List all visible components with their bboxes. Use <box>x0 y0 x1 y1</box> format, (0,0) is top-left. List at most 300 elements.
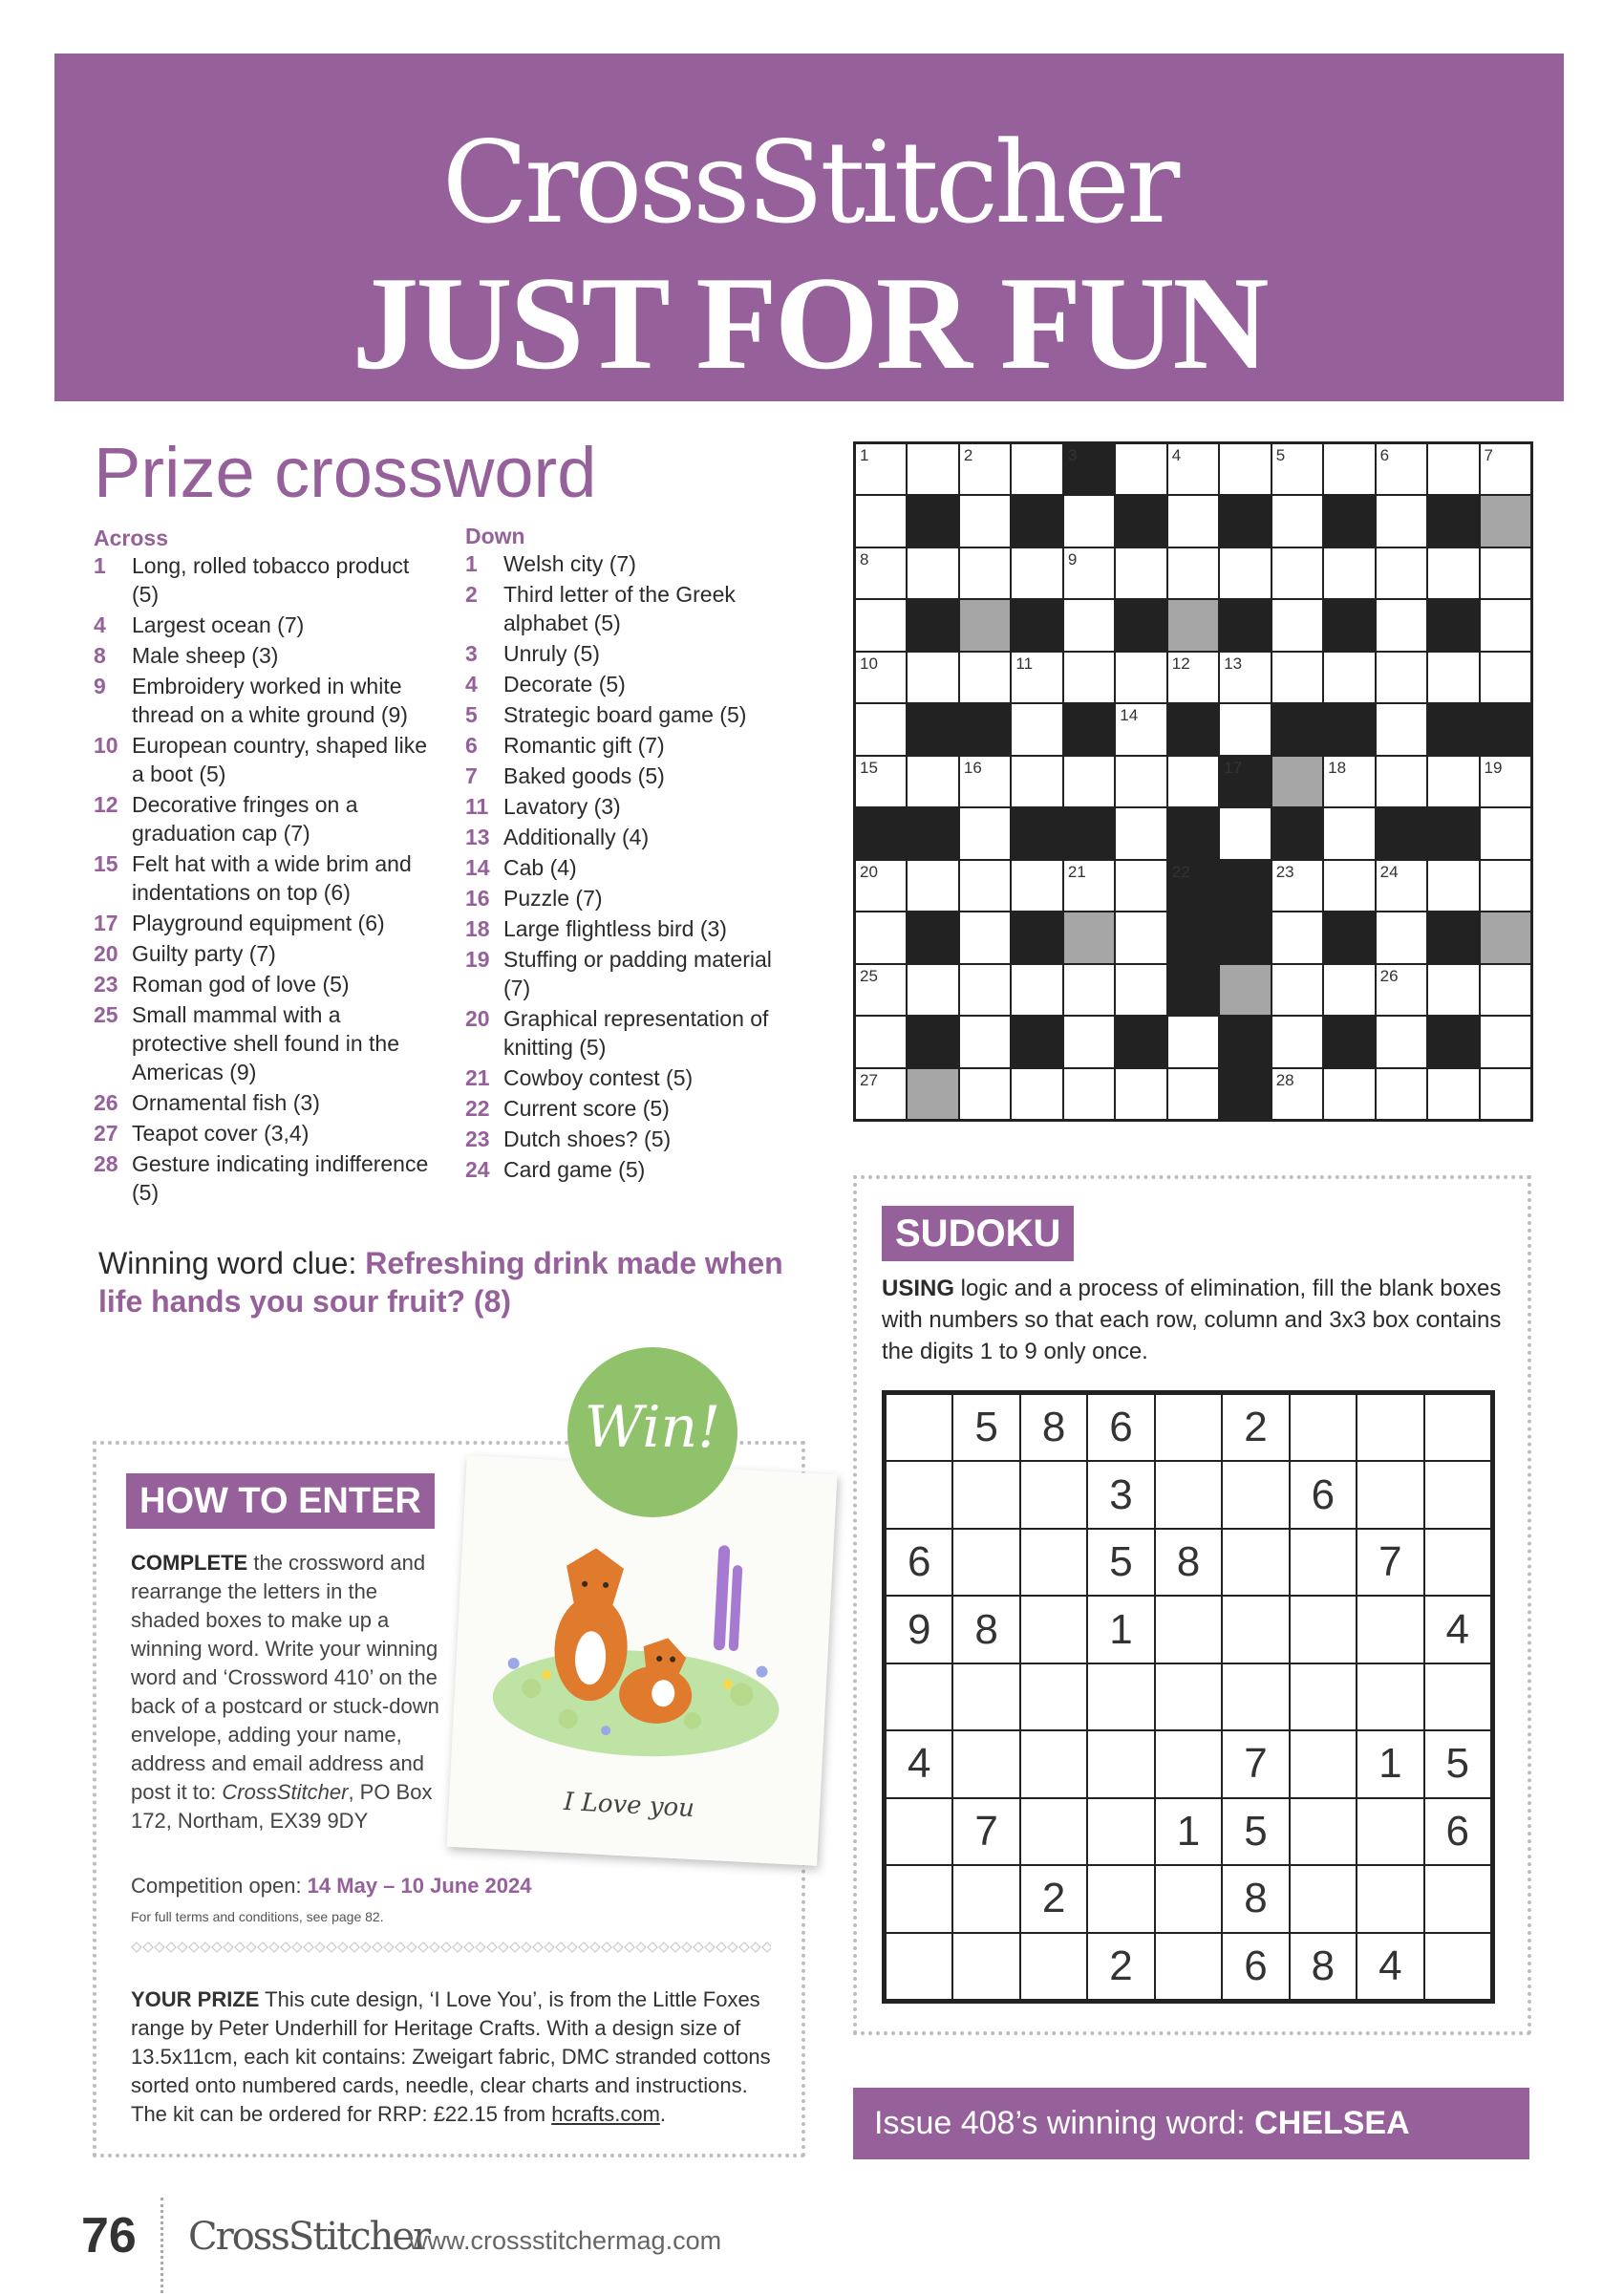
crossword-cell[interactable] <box>1220 444 1270 494</box>
sudoku-title: SUDOKU <box>882 1206 1074 1261</box>
crossword-cell[interactable] <box>856 965 906 1015</box>
crossword-cell[interactable] <box>1220 704 1270 754</box>
sudoku-cell[interactable] <box>1291 1866 1356 1931</box>
crossword-shaded-cell[interactable] <box>1168 600 1218 650</box>
crossword-cell[interactable] <box>1377 965 1426 1015</box>
sudoku-cell[interactable] <box>1156 1597 1221 1662</box>
clue-text: Guilty party (7) <box>132 941 276 966</box>
sudoku-cell[interactable] <box>1223 1462 1288 1527</box>
comp-label: Competition open: <box>131 1874 308 1898</box>
crossword-cell[interactable] <box>1272 653 1322 702</box>
sudoku-cell[interactable] <box>887 1664 951 1729</box>
sudoku-cell[interactable] <box>1088 1799 1153 1864</box>
crossword-cell[interactable] <box>1428 1069 1478 1119</box>
crossword-cell[interactable] <box>1377 757 1426 806</box>
sudoku-cell[interactable] <box>1021 1799 1086 1864</box>
clue-text: Third letter of the Greek alphabet (5) <box>503 582 736 635</box>
clue-text: Gesture indicating indifference (5) <box>132 1151 429 1205</box>
crossword-cell[interactable] <box>1012 1069 1061 1119</box>
crossword-cell[interactable] <box>856 600 906 650</box>
clue-text: Cowboy contest (5) <box>503 1065 694 1090</box>
crossword-cell-number: 24 <box>1379 862 1399 881</box>
sudoku-cell[interactable] <box>1021 1462 1086 1527</box>
crossword-cell[interactable] <box>856 1017 906 1066</box>
across-clue <box>94 970 438 998</box>
crossword-cell[interactable] <box>1481 653 1530 702</box>
crossword-cell[interactable] <box>1064 965 1114 1015</box>
sudoku-cell[interactable] <box>887 1934 951 1999</box>
sudoku-grid[interactable] <box>882 1390 1495 2004</box>
prize-kit-image <box>447 1455 838 1866</box>
sudoku-cell[interactable] <box>1291 1664 1356 1729</box>
crossword-cell[interactable] <box>1064 1017 1114 1066</box>
crossword-cell[interactable] <box>1481 600 1530 650</box>
crossword-cell-number: 8 <box>860 549 869 569</box>
crossword-cell-number: 21 <box>1067 862 1086 881</box>
down-clue <box>465 1094 780 1123</box>
crossword-cell-number: 19 <box>1484 758 1503 777</box>
crossword-cell[interactable] <box>856 861 906 911</box>
sudoku-cell[interactable] <box>1357 1664 1422 1729</box>
clue-text: European country, shaped like a boot (5) <box>132 733 427 786</box>
sudoku-cell[interactable] <box>1021 1530 1086 1595</box>
crossword-cell[interactable] <box>1377 444 1426 494</box>
crossword-block <box>1272 704 1322 754</box>
down-clue <box>465 639 780 668</box>
sudoku-cell[interactable] <box>1425 1530 1490 1595</box>
crossword-cell[interactable] <box>1064 496 1114 546</box>
sudoku-cell[interactable] <box>887 1799 951 1864</box>
crossword-cell[interactable] <box>1012 965 1061 1015</box>
crossword-cell[interactable] <box>1116 1069 1165 1119</box>
crossword-cell[interactable] <box>1324 444 1374 494</box>
down-clue <box>465 1155 780 1184</box>
crossword-cell[interactable] <box>1428 757 1478 806</box>
clue-number: 4 <box>94 612 106 637</box>
crossword-cell-number: 28 <box>1275 1070 1294 1089</box>
crossword-cell[interactable] <box>1272 548 1322 598</box>
crossword-cell[interactable] <box>1377 1069 1426 1119</box>
crossword-shaded-cell[interactable] <box>960 600 1010 650</box>
header-banner <box>54 54 1564 401</box>
sudoku-cell[interactable] <box>1291 1597 1356 1662</box>
clue-number: 13 <box>465 825 490 849</box>
crossword-cell[interactable] <box>1116 548 1165 598</box>
sudoku-cell: 5 <box>1425 1731 1490 1796</box>
crossword-cell[interactable] <box>1377 600 1426 650</box>
sudoku-cell[interactable] <box>1021 1934 1086 1999</box>
crossword-cell[interactable] <box>1168 653 1218 702</box>
crossword-cell[interactable] <box>1481 808 1530 858</box>
clue-text: Card game (5) <box>503 1157 646 1182</box>
crossword-cell[interactable] <box>856 444 906 494</box>
crossword-cell-number: 6 <box>1379 446 1390 464</box>
crossword-cell-number: 14 <box>1120 706 1139 725</box>
down-clue <box>465 823 780 851</box>
crossword-cell-number: 23 <box>1275 862 1294 881</box>
clue-text: Graphical representation of knitting (5) <box>503 1006 769 1060</box>
crossword-cell[interactable] <box>1428 861 1478 911</box>
crossword-shaded-cell[interactable] <box>1220 965 1270 1015</box>
crossword-cell[interactable] <box>1377 912 1426 962</box>
sudoku-cell[interactable] <box>1088 1866 1153 1931</box>
across-clue <box>94 1088 438 1117</box>
down-clue <box>465 884 780 912</box>
crossword-block <box>908 496 957 546</box>
crossword-cell[interactable] <box>1377 496 1426 546</box>
crossword-cell[interactable] <box>1064 548 1114 598</box>
down-clue <box>465 762 780 790</box>
down-clue <box>465 853 780 882</box>
crossword-shaded-cell[interactable] <box>908 1069 957 1119</box>
sudoku-cell: 2 <box>1021 1866 1086 1931</box>
crossword-cell[interactable] <box>1481 757 1530 806</box>
crossword-cell[interactable] <box>1481 444 1530 494</box>
crossword-grid[interactable] <box>853 441 1533 1122</box>
crossword-cell[interactable] <box>1428 548 1478 598</box>
clue-number: 9 <box>94 674 106 698</box>
crossword-cell[interactable] <box>856 653 906 702</box>
winning-clue-text: Refreshing drink made when life hands you sour fruit? (8) <box>98 1246 783 1319</box>
sudoku-cell[interactable] <box>1291 1530 1356 1595</box>
crossword-cell[interactable] <box>1324 1069 1374 1119</box>
crossword-block <box>1220 1017 1270 1066</box>
issue-word: CHELSEA <box>1254 2105 1410 2141</box>
sudoku-cell[interactable] <box>1021 1597 1086 1662</box>
crossword-cell[interactable] <box>1428 653 1478 702</box>
crossword-cell[interactable] <box>1272 965 1322 1015</box>
crossword-cell[interactable] <box>1272 496 1322 546</box>
crossword-cell[interactable] <box>1324 757 1374 806</box>
crossword-cell[interactable] <box>1377 548 1426 598</box>
crossword-block <box>1324 704 1374 754</box>
crossword-cell[interactable] <box>1116 757 1165 806</box>
sudoku-cell[interactable] <box>1156 1664 1221 1729</box>
crossword-cell[interactable] <box>960 548 1010 598</box>
sudoku-cell[interactable] <box>887 1395 951 1460</box>
page-tagline: JUST FOR FUN <box>352 249 1267 397</box>
footer-url[interactable]: www.crossstitchermag.com <box>409 2226 722 2255</box>
sudoku-cell[interactable] <box>1021 1664 1086 1729</box>
crossword-cell[interactable] <box>1324 808 1374 858</box>
clue-text: Ornamental fish (3) <box>132 1090 320 1115</box>
down-clues <box>465 524 780 1186</box>
comp-dates: 14 May – 10 June 2024 <box>307 1874 532 1898</box>
crossword-block <box>1012 1017 1061 1066</box>
crossword-cell[interactable] <box>1012 548 1061 598</box>
across-clue <box>94 790 438 848</box>
crossword-cell[interactable] <box>1064 653 1114 702</box>
crossword-cell[interactable] <box>1064 1069 1114 1119</box>
crossword-cell[interactable] <box>908 965 957 1015</box>
crossword-block <box>1012 496 1061 546</box>
sudoku-cell[interactable] <box>953 1530 1018 1595</box>
down-clue <box>465 945 780 1002</box>
clue-number: 3 <box>465 641 478 666</box>
crossword-cell[interactable] <box>1272 1069 1322 1119</box>
crossword-cell[interactable] <box>960 912 1010 962</box>
crossword-block <box>1168 965 1218 1015</box>
crossword-cell[interactable] <box>908 653 957 702</box>
crossword-cell-number: 10 <box>860 654 878 673</box>
crossword-cell[interactable] <box>960 1017 1010 1066</box>
sudoku-cell[interactable] <box>1156 1934 1221 1999</box>
crossword-block <box>1428 704 1478 754</box>
crossword-cell[interactable] <box>960 1069 1010 1119</box>
sudoku-cell[interactable] <box>1088 1664 1153 1729</box>
previous-winning-word <box>853 2088 1529 2159</box>
sudoku-cell[interactable] <box>953 1664 1018 1729</box>
crossword-cell-number: 9 <box>1067 549 1078 569</box>
crossword-cell[interactable] <box>856 912 906 962</box>
crossword-block <box>1220 757 1270 806</box>
crossword-cell[interactable] <box>1116 808 1165 858</box>
crossword-block <box>1428 912 1478 962</box>
crossword-cell[interactable] <box>1481 1069 1530 1119</box>
sudoku-cell[interactable] <box>1291 1731 1356 1796</box>
crossword-cell[interactable] <box>1116 653 1165 702</box>
sudoku-instr-body: logic and a process of elimination, fill the blank boxes with numbers so that each row, column and 3x3 box contains the digits 1 to 9 only once. <box>882 1276 1502 1364</box>
crossword-cell[interactable] <box>1220 653 1270 702</box>
sudoku-instructions <box>882 1273 1503 1367</box>
clue-text: Playground equipment (6) <box>132 911 385 935</box>
crossword-cell[interactable] <box>908 444 957 494</box>
crossword-cell-number: 25 <box>860 966 878 985</box>
crossword-cell[interactable] <box>1168 1017 1218 1066</box>
crossword-block <box>908 600 957 650</box>
sudoku-cell[interactable] <box>1425 1664 1490 1729</box>
crossword-cell[interactable] <box>1220 548 1270 598</box>
crossword-block <box>1324 600 1374 650</box>
sudoku-cell[interactable] <box>1425 1395 1490 1460</box>
crossword-cell[interactable] <box>1324 861 1374 911</box>
crossword-cell[interactable] <box>1377 861 1426 911</box>
sudoku-cell: 7 <box>1223 1731 1288 1796</box>
crossword-cell[interactable] <box>1428 444 1478 494</box>
crossword-cell[interactable] <box>856 704 906 754</box>
crossword-cell[interactable] <box>1012 861 1061 911</box>
crossword-block <box>1220 600 1270 650</box>
across-clue <box>94 731 438 788</box>
crossword-cell-number: 27 <box>860 1070 878 1089</box>
crossword-cell-number: 15 <box>860 758 878 777</box>
across-list <box>94 551 438 1207</box>
sudoku-cell[interactable] <box>1357 1462 1422 1527</box>
sudoku-cell: 7 <box>953 1799 1018 1864</box>
clue-text: Unruly (5) <box>503 641 600 666</box>
crossword-shaded-cell[interactable] <box>1481 912 1530 962</box>
sudoku-cell: 1 <box>1156 1799 1221 1864</box>
crossword-cell[interactable] <box>1116 444 1165 494</box>
sudoku-cell[interactable] <box>1223 1530 1288 1595</box>
crossword-block <box>1220 1069 1270 1119</box>
sudoku-cell[interactable] <box>887 1462 951 1527</box>
clue-number: 1 <box>94 553 106 578</box>
clue-number: 17 <box>94 911 118 935</box>
crossword-cell[interactable] <box>1377 704 1426 754</box>
crossword-block <box>1428 808 1478 858</box>
sudoku-cell[interactable] <box>953 1731 1018 1796</box>
fox-illustration <box>447 1455 838 1866</box>
crossword-cell[interactable] <box>1064 757 1114 806</box>
clue-text: Largest ocean (7) <box>132 612 305 637</box>
crossword-cell[interactable] <box>1168 496 1218 546</box>
crossword-cell[interactable] <box>1012 704 1061 754</box>
crossword-cell[interactable] <box>1324 548 1374 598</box>
crossword-cell[interactable] <box>1116 912 1165 962</box>
competition-dates <box>131 1874 704 1899</box>
down-clue <box>465 1125 780 1153</box>
crossword-block <box>1324 912 1374 962</box>
crossword-cell[interactable] <box>1064 861 1114 911</box>
down-clue <box>465 792 780 821</box>
decorative-divider <box>131 1942 771 1953</box>
crossword-shaded-cell[interactable] <box>1064 912 1114 962</box>
crossword-cell[interactable] <box>1272 1017 1322 1066</box>
crossword-cell[interactable] <box>1168 548 1218 598</box>
crossword-cell[interactable] <box>1377 653 1426 702</box>
sudoku-cell[interactable] <box>1223 1597 1288 1662</box>
crossword-cell[interactable] <box>1116 861 1165 911</box>
down-clue <box>465 700 780 729</box>
crossword-block <box>1168 912 1218 962</box>
crossword-cell[interactable] <box>960 653 1010 702</box>
crossword-cell[interactable] <box>1168 757 1218 806</box>
crossword-cell[interactable] <box>1168 444 1218 494</box>
crossword-cell[interactable] <box>1220 808 1270 858</box>
crossword-block <box>1377 808 1426 858</box>
enter-magazine: CrossStitcher <box>222 1780 349 1804</box>
prize-link[interactable]: hcrafts.com <box>551 2102 660 2126</box>
sudoku-cell[interactable] <box>1425 1934 1490 1999</box>
crossword-cell[interactable] <box>1272 600 1322 650</box>
sudoku-cell: 6 <box>887 1530 951 1595</box>
crossword-cell[interactable] <box>856 496 906 546</box>
crossword-cell[interactable] <box>856 548 906 598</box>
crossword-cell[interactable] <box>1481 548 1530 598</box>
crossword-cell[interactable] <box>960 757 1010 806</box>
sudoku-cell[interactable] <box>953 1866 1018 1931</box>
clue-number: 23 <box>94 972 118 997</box>
sudoku-cell: 4 <box>1425 1597 1490 1662</box>
crossword-shaded-cell[interactable] <box>1272 757 1322 806</box>
crossword-cell[interactable] <box>1481 965 1530 1015</box>
sudoku-cell[interactable] <box>1223 1664 1288 1729</box>
crossword-cell[interactable] <box>856 1069 906 1119</box>
sudoku-cell[interactable] <box>1156 1462 1221 1527</box>
clue-text: Lavatory (3) <box>503 794 621 819</box>
across-clue <box>94 939 438 968</box>
sudoku-cell: 6 <box>1291 1462 1356 1527</box>
sudoku-cell[interactable] <box>1291 1799 1356 1864</box>
down-list <box>465 549 780 1184</box>
sudoku-cell[interactable] <box>1425 1462 1490 1527</box>
sudoku-cell: 6 <box>1425 1799 1490 1864</box>
crossword-block <box>1064 444 1114 494</box>
crossword-cell[interactable] <box>960 496 1010 546</box>
crossword-cell[interactable] <box>1012 653 1061 702</box>
sudoku-cell[interactable] <box>1021 1731 1086 1796</box>
sudoku-cell[interactable] <box>1156 1731 1221 1796</box>
crossword-shaded-cell[interactable] <box>1481 496 1530 546</box>
clue-number: 12 <box>94 792 118 817</box>
sudoku-cell: 7 <box>1357 1530 1422 1595</box>
crossword-cell-number: 12 <box>1171 654 1190 673</box>
crossword-block <box>908 1017 957 1066</box>
crossword-cell[interactable] <box>1428 965 1478 1015</box>
clue-number: 27 <box>94 1121 118 1146</box>
clue-text: Welsh city (7) <box>503 551 636 576</box>
sudoku-cell[interactable] <box>1291 1395 1356 1460</box>
sudoku-cell[interactable] <box>1156 1866 1221 1931</box>
down-heading: Down <box>465 524 525 548</box>
sudoku-cell[interactable] <box>887 1866 951 1931</box>
crossword-cell[interactable] <box>856 757 906 806</box>
crossword-block <box>960 704 1010 754</box>
crossword-cell-number: 17 <box>1224 758 1243 777</box>
crossword-cell[interactable] <box>1272 861 1322 911</box>
crossword-block <box>1012 808 1061 858</box>
crossword-cell[interactable] <box>1324 965 1374 1015</box>
sudoku-cell: 6 <box>1223 1934 1288 1999</box>
sudoku-cell[interactable] <box>1425 1866 1490 1931</box>
clue-number: 19 <box>465 947 490 972</box>
clue-text: Large flightless bird (3) <box>503 916 727 941</box>
crossword-cell[interactable] <box>908 548 957 598</box>
crossword-cell[interactable] <box>1168 1069 1218 1119</box>
sudoku-cell[interactable] <box>1357 1799 1422 1864</box>
across-clue <box>94 551 438 609</box>
crossword-block <box>1428 600 1478 650</box>
crossword-block <box>1012 912 1061 962</box>
crossword-cell[interactable] <box>1272 444 1322 494</box>
crossword-cell[interactable] <box>1324 653 1374 702</box>
crossword-cell[interactable] <box>1116 965 1165 1015</box>
crossword-cell[interactable] <box>1064 600 1114 650</box>
crossword-cell[interactable] <box>1377 1017 1426 1066</box>
crossword-block <box>1064 704 1114 754</box>
crossword-cell[interactable] <box>1012 757 1061 806</box>
sudoku-cell[interactable] <box>953 1934 1018 1999</box>
sudoku-cell[interactable] <box>1357 1866 1422 1931</box>
crossword-cell[interactable] <box>1116 704 1165 754</box>
sudoku-cell[interactable] <box>953 1462 1018 1527</box>
crossword-cell[interactable] <box>1481 861 1530 911</box>
crossword-cell[interactable] <box>960 965 1010 1015</box>
sudoku-cell[interactable] <box>1357 1597 1422 1662</box>
crossword-cell[interactable] <box>1272 912 1322 962</box>
crossword-cell[interactable] <box>960 861 1010 911</box>
crossword-cell[interactable] <box>1012 444 1061 494</box>
footer-brand: CrossStitcher <box>188 2215 430 2259</box>
how-to-enter-title: HOW TO ENTER <box>126 1473 435 1529</box>
crossword-cell[interactable] <box>908 861 957 911</box>
terms-note: For full terms and conditions, see page 82. <box>131 1909 384 1924</box>
clue-text: Stuffing or padding material (7) <box>503 947 772 1000</box>
crossword-cell-number: 26 <box>1379 966 1399 985</box>
clue-text: Embroidery worked in white thread on a white ground (9) <box>132 674 408 727</box>
sudoku-cell[interactable] <box>1088 1731 1153 1796</box>
crossword-cell[interactable] <box>960 444 1010 494</box>
crossword-cell-number: 1 <box>860 446 869 464</box>
crossword-cell[interactable] <box>960 808 1010 858</box>
crossword-cell-number: 13 <box>1224 654 1243 673</box>
sudoku-cell: 1 <box>1088 1597 1153 1662</box>
crossword-cell[interactable] <box>908 757 957 806</box>
crossword-cell[interactable] <box>1481 1017 1530 1066</box>
sudoku-cell[interactable] <box>1357 1395 1422 1460</box>
sudoku-cell[interactable] <box>1156 1395 1221 1460</box>
